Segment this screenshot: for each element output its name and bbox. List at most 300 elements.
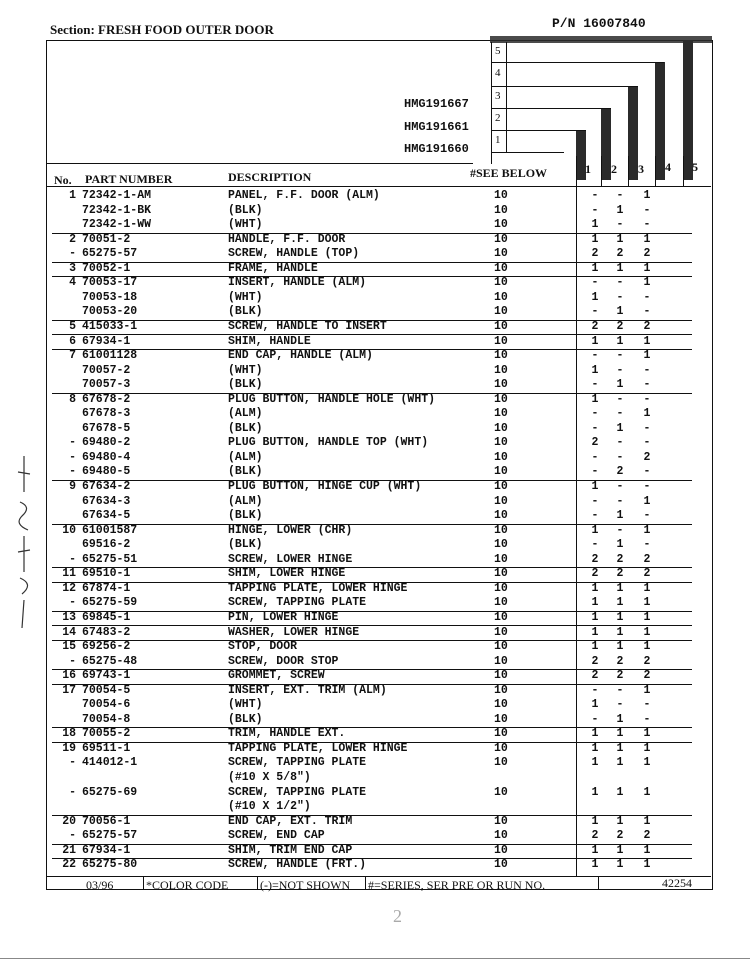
model-1-qty: 1 <box>591 363 599 377</box>
part-number: 67634-5 <box>82 509 131 523</box>
table-row <box>52 276 692 291</box>
part-number: 67678-5 <box>82 421 131 435</box>
item-number: - <box>69 596 76 610</box>
model-3-qty: 1 <box>643 756 651 770</box>
see-below: 10 <box>494 698 508 712</box>
model-2-qty: 1 <box>616 581 624 595</box>
model-2-qty: 1 <box>616 741 624 755</box>
part-number: 67483-2 <box>82 625 131 639</box>
model-2-qty: 2 <box>616 829 624 843</box>
model-2-qty: 2 <box>616 247 624 261</box>
table-row <box>52 844 692 860</box>
part-number: 69480-5 <box>82 465 131 479</box>
part-number: 67634-3 <box>82 494 131 508</box>
model-2-qty: - <box>616 523 624 537</box>
description: PLUG BUTTON, HINGE CUP (WHT) <box>228 480 422 493</box>
see-below: 10 <box>494 421 508 435</box>
table-row <box>52 378 692 394</box>
see-below: 10 <box>494 218 508 232</box>
see-below: 10 <box>494 640 508 654</box>
see-below: 10 <box>494 858 508 872</box>
table-row <box>52 640 692 655</box>
see-below: 10 <box>494 261 508 275</box>
item-number: 18 <box>62 727 76 741</box>
page-bottom-rule <box>0 958 750 959</box>
description: SCREW, TAPPING PLATE <box>228 756 367 770</box>
table-row <box>52 713 692 729</box>
part-number: 67634-2 <box>82 480 131 493</box>
table-row <box>52 495 692 510</box>
see-below: 10 <box>494 712 508 726</box>
part-number: 70057-3 <box>82 378 131 392</box>
description: (BLK) <box>228 203 263 217</box>
description: HANDLE, F.F. DOOR <box>228 232 346 246</box>
item-number: 17 <box>62 683 76 697</box>
table-row <box>52 465 692 481</box>
description: SCREW, HANDLE TO INSERT <box>228 319 387 333</box>
model-1-qty: - <box>591 465 599 479</box>
model-2-qty: - <box>616 494 624 508</box>
model-2-qty: 1 <box>616 538 624 552</box>
model-2-qty: 1 <box>616 596 624 610</box>
model-1-qty: 1 <box>591 727 599 741</box>
box-number-4: 4 <box>495 67 501 79</box>
model-3-qty: 2 <box>643 669 651 683</box>
footer-color-code: *COLOR CODE <box>146 878 229 892</box>
model-3-qty: 1 <box>643 683 651 697</box>
column-header-part-number: PART NUMBER <box>85 172 173 186</box>
part-number: 67934-1 <box>82 334 131 348</box>
model-1-qty: - <box>591 189 599 202</box>
description: (BLK) <box>228 305 263 319</box>
description: (WHT) <box>228 218 263 232</box>
table-row <box>52 451 692 466</box>
column-header-see-below: #SEE BELOW <box>470 166 548 180</box>
table-row <box>52 684 692 699</box>
item-number: - <box>69 756 76 770</box>
see-below: 10 <box>494 189 508 202</box>
model-3-qty: 2 <box>643 450 651 464</box>
item-number: 9 <box>69 480 76 493</box>
table-row <box>52 800 692 816</box>
model-3-qty: 2 <box>643 829 651 843</box>
see-below: 10 <box>494 756 508 770</box>
part-number: 70054-6 <box>82 698 131 712</box>
see-below: 10 <box>494 319 508 333</box>
model-2-qty: 2 <box>616 319 624 333</box>
model-3-qty: 1 <box>643 610 651 624</box>
description: INSERT, EXT. TRIM (ALM) <box>228 683 387 697</box>
table-row <box>52 509 692 525</box>
part-number: 67934-1 <box>82 843 131 857</box>
model-2-qty: 1 <box>616 756 624 770</box>
model-2-qty: 2 <box>616 465 624 479</box>
see-below: 10 <box>494 465 508 479</box>
item-number: 5 <box>69 319 76 333</box>
see-below: 10 <box>494 334 508 348</box>
model-2-qty: 2 <box>616 552 624 566</box>
table-row <box>52 756 692 771</box>
model-1-qty: 1 <box>591 785 599 799</box>
part-number: 70054-5 <box>82 683 131 697</box>
model-3-qty: 1 <box>643 741 651 755</box>
part-number: 414012-1 <box>82 756 138 770</box>
column-header-model-1: 1 <box>585 162 591 176</box>
see-below: 10 <box>494 669 508 683</box>
item-number: 2 <box>69 232 76 246</box>
model-2-qty: 1 <box>616 421 624 435</box>
model-1-qty: 1 <box>591 392 599 406</box>
description: (BLK) <box>228 465 263 479</box>
see-below: 10 <box>494 480 508 493</box>
table-row <box>52 189 692 204</box>
model-3-qty: 1 <box>643 640 651 654</box>
table-row <box>52 204 692 219</box>
model-1-qty: - <box>591 276 599 290</box>
see-below: 10 <box>494 596 508 610</box>
model-1-qty: 1 <box>591 523 599 537</box>
description: GROMMET, SCREW <box>228 669 325 683</box>
model-1-qty: - <box>591 494 599 508</box>
see-below: 10 <box>494 538 508 552</box>
column-header-description: DESCRIPTION <box>228 170 312 184</box>
model-3-qty: 2 <box>643 319 651 333</box>
table-row <box>52 611 692 627</box>
see-below: 10 <box>494 392 508 406</box>
description: FRAME, HANDLE <box>228 261 318 275</box>
part-number: 70053-20 <box>82 305 138 319</box>
model-3-qty: 1 <box>643 785 651 799</box>
model-2-qty: 1 <box>616 640 624 654</box>
model-1-qty: 1 <box>591 596 599 610</box>
item-number: 7 <box>69 349 76 363</box>
table-row <box>52 320 692 336</box>
model-1-qty: 1 <box>591 261 599 275</box>
footer-not-shown: (-)=NOT SHOWN <box>260 878 351 892</box>
see-below: 10 <box>494 378 508 392</box>
model-2-qty: 1 <box>616 509 624 523</box>
model-2-qty: - <box>616 290 624 304</box>
model-3-qty: 1 <box>643 334 651 348</box>
table-row <box>52 538 692 553</box>
table-row <box>52 858 692 873</box>
model-2-qty: 1 <box>616 203 624 217</box>
see-below: 10 <box>494 276 508 290</box>
part-number: 70052-1 <box>82 261 131 275</box>
model-number: HMG191661 <box>404 120 469 134</box>
table-row <box>52 815 692 830</box>
model-2-qty: 1 <box>616 305 624 319</box>
item-number: 11 <box>62 567 76 581</box>
box-number-3: 3 <box>495 90 501 102</box>
item-number: 1 <box>69 189 76 202</box>
model-2-qty: - <box>616 189 624 202</box>
description: (ALM) <box>228 407 263 421</box>
item-number: - <box>69 436 76 450</box>
table-row <box>52 291 692 306</box>
model-1-qty: - <box>591 538 599 552</box>
model-3-qty: 2 <box>643 247 651 261</box>
box-number-1: 1 <box>495 134 501 146</box>
see-below: 10 <box>494 654 508 668</box>
description: (WHT) <box>228 698 263 712</box>
table-row <box>52 786 692 801</box>
see-below: 10 <box>494 581 508 595</box>
part-number: 70057-2 <box>82 363 131 377</box>
model-1-qty: - <box>591 421 599 435</box>
model-2-qty: - <box>616 349 624 363</box>
description: INSERT, HANDLE (ALM) <box>228 276 367 290</box>
model-1-qty: 1 <box>591 610 599 624</box>
box-number-5: 5 <box>495 45 501 57</box>
model-3-qty: - <box>643 203 651 217</box>
model-3-qty: - <box>643 698 651 712</box>
model-1-qty: 2 <box>591 829 599 843</box>
footer-document-number: 42254 <box>662 876 692 890</box>
item-number: - <box>69 829 76 843</box>
model-1-qty: 1 <box>591 814 599 828</box>
description: END CAP, EXT. TRIM <box>228 814 353 828</box>
item-number: 13 <box>62 610 76 624</box>
item-number: 4 <box>69 276 76 290</box>
column-header-model-5: 5 <box>692 160 698 174</box>
item-number: 8 <box>69 392 76 406</box>
model-1-qty: 1 <box>591 640 599 654</box>
table-row <box>52 742 692 757</box>
part-number: 69480-2 <box>82 436 131 450</box>
model-2-qty: - <box>616 436 624 450</box>
see-below: 10 <box>494 741 508 755</box>
model-1-qty: 1 <box>591 858 599 872</box>
see-below: 10 <box>494 523 508 537</box>
model-3-qty: 1 <box>643 727 651 741</box>
table-row <box>52 262 692 278</box>
model-1-qty: 1 <box>591 290 599 304</box>
description: (WHT) <box>228 290 263 304</box>
model-3-qty: - <box>643 538 651 552</box>
part-number: 72342-1-WW <box>82 218 152 232</box>
model-number: HMG191660 <box>404 142 469 156</box>
item-number: - <box>69 785 76 799</box>
item-number: 6 <box>69 334 76 348</box>
description: PLUG BUTTON, HANDLE TOP (WHT) <box>228 436 429 450</box>
see-below: 10 <box>494 814 508 828</box>
part-number: 69511-1 <box>82 741 131 755</box>
table-row <box>52 669 692 685</box>
see-below: 10 <box>494 305 508 319</box>
model-1-qty: 1 <box>591 843 599 857</box>
description: SHIM, LOWER HINGE <box>228 567 346 581</box>
model-number: HMG191667 <box>404 97 469 111</box>
model-2-qty: 1 <box>616 334 624 348</box>
column-header-model-4: 4 <box>665 160 671 174</box>
table-row <box>52 422 692 437</box>
part-number: 69510-1 <box>82 567 131 581</box>
model-3-qty: - <box>643 290 651 304</box>
model-1-qty: - <box>591 509 599 523</box>
see-below: 10 <box>494 247 508 261</box>
part-number: 61001587 <box>82 523 138 537</box>
model-1-qty: 2 <box>591 552 599 566</box>
model-1-qty: 1 <box>591 741 599 755</box>
part-number: 70053-17 <box>82 276 138 290</box>
model-1-qty: 1 <box>591 625 599 639</box>
model-3-qty: - <box>643 509 651 523</box>
table-row <box>52 596 692 612</box>
item-number: 21 <box>62 843 76 857</box>
model-1-qty: - <box>591 712 599 726</box>
part-number: 72342-1-BK <box>82 203 152 217</box>
item-number: - <box>69 654 76 668</box>
model-1-qty: 1 <box>591 698 599 712</box>
model-1-qty: 2 <box>591 669 599 683</box>
model-1-qty: 1 <box>591 480 599 493</box>
part-number: 65275-59 <box>82 596 138 610</box>
see-below: 10 <box>494 552 508 566</box>
table-row <box>52 727 692 743</box>
model-3-qty: 1 <box>643 625 651 639</box>
model-3-qty: - <box>643 378 651 392</box>
part-number: 65275-57 <box>82 247 138 261</box>
model-2-qty: 1 <box>616 378 624 392</box>
table-row <box>52 393 692 408</box>
table-row <box>52 480 692 495</box>
model-2-qty: 1 <box>616 858 624 872</box>
part-number: 65275-80 <box>82 858 138 872</box>
model-1-qty: 2 <box>591 247 599 261</box>
model-3-qty: - <box>643 480 651 493</box>
model-3-qty: 1 <box>643 814 651 828</box>
table-row <box>52 305 692 321</box>
model-1-qty: 1 <box>591 232 599 246</box>
table-row <box>52 436 692 451</box>
table-row <box>52 247 692 263</box>
table-row <box>52 626 692 642</box>
description: PANEL, F.F. DOOR (ALM) <box>228 189 380 202</box>
see-below: 10 <box>494 407 508 421</box>
see-below: 10 <box>494 494 508 508</box>
description: SCREW, LOWER HINGE <box>228 552 353 566</box>
part-number: 67678-2 <box>82 392 131 406</box>
see-below: 10 <box>494 610 508 624</box>
description: (#10 X 1/2") <box>228 800 311 814</box>
model-1-qty: 2 <box>591 654 599 668</box>
model-1-qty: - <box>591 349 599 363</box>
model-2-qty: - <box>616 450 624 464</box>
table-row <box>52 655 692 671</box>
model-2-qty: - <box>616 276 624 290</box>
item-number: 12 <box>62 581 76 595</box>
footer-series-legend: #=SERIES, SER PRE OR RUN NO. <box>368 878 546 892</box>
item-number: - <box>69 247 76 261</box>
model-3-qty: 2 <box>643 567 651 581</box>
see-below: 10 <box>494 785 508 799</box>
table-row <box>52 582 692 597</box>
see-below: 10 <box>494 567 508 581</box>
see-below: 10 <box>494 363 508 377</box>
description: (BLK) <box>228 421 263 435</box>
item-number: 10 <box>62 523 76 537</box>
model-1-qty: 1 <box>591 218 599 232</box>
model-2-qty: 1 <box>616 712 624 726</box>
part-number: 70056-1 <box>82 814 131 828</box>
description: SCREW, HANDLE (TOP) <box>228 247 360 261</box>
model-1-qty: 1 <box>591 756 599 770</box>
see-below: 10 <box>494 727 508 741</box>
see-below: 10 <box>494 509 508 523</box>
model-3-qty: 1 <box>643 407 651 421</box>
description: STOP, DOOR <box>228 640 298 654</box>
see-below: 10 <box>494 203 508 217</box>
description: SCREW, DOOR STOP <box>228 654 339 668</box>
section-title: Section: FRESH FOOD OUTER DOOR <box>50 22 274 37</box>
description: PIN, LOWER HINGE <box>228 610 339 624</box>
model-2-qty: 1 <box>616 625 624 639</box>
model-1-qty: 2 <box>591 436 599 450</box>
description: (BLK) <box>228 712 263 726</box>
description: PLUG BUTTON, HANDLE HOLE (WHT) <box>228 392 436 406</box>
description: TAPPING PLATE, LOWER HINGE <box>228 741 408 755</box>
part-number: 72342-1-AM <box>82 189 152 202</box>
model-1-qty: - <box>591 378 599 392</box>
table-row <box>52 349 692 364</box>
see-below: 10 <box>494 232 508 246</box>
part-number: 65275-69 <box>82 785 138 799</box>
part-number: 70053-18 <box>82 290 138 304</box>
model-3-qty: - <box>643 436 651 450</box>
table-row <box>52 524 692 539</box>
table-row <box>52 553 692 569</box>
model-3-qty: 1 <box>643 596 651 610</box>
model-3-qty: - <box>643 421 651 435</box>
part-number: 67874-1 <box>82 581 131 595</box>
model-2-qty: 1 <box>616 814 624 828</box>
part-number: 69845-1 <box>82 610 131 624</box>
description: (ALM) <box>228 494 263 508</box>
description: (BLK) <box>228 509 263 523</box>
model-3-qty: 1 <box>643 843 651 857</box>
see-below: 10 <box>494 683 508 697</box>
part-number: 69516-2 <box>82 538 131 552</box>
part-number-label: P/N 16007840 <box>552 16 646 31</box>
model-1-qty: - <box>591 203 599 217</box>
part-number: 65275-57 <box>82 829 138 843</box>
part-number: 70054-8 <box>82 712 131 726</box>
model-2-qty: 1 <box>616 261 624 275</box>
description: TRIM, HANDLE EXT. <box>228 727 346 741</box>
model-2-qty: 1 <box>616 232 624 246</box>
description: SCREW, END CAP <box>228 829 325 843</box>
model-3-qty: 1 <box>643 581 651 595</box>
model-2-qty: 1 <box>616 843 624 857</box>
description: (BLK) <box>228 538 263 552</box>
part-number: 65275-51 <box>82 552 138 566</box>
model-3-qty: - <box>643 305 651 319</box>
column-header-model-2: 2 <box>611 162 617 176</box>
table-row <box>52 407 692 422</box>
see-below: 10 <box>494 450 508 464</box>
description: SHIM, TRIM END CAP <box>228 843 353 857</box>
model-2-qty: - <box>616 683 624 697</box>
model-2-qty: - <box>616 698 624 712</box>
model-3-qty: 1 <box>643 349 651 363</box>
item-number: 20 <box>62 814 76 828</box>
description: END CAP, HANDLE (ALM) <box>228 349 373 363</box>
model-3-qty: - <box>643 363 651 377</box>
model-3-qty: - <box>643 465 651 479</box>
model-1-qty: 2 <box>591 567 599 581</box>
description: (BLK) <box>228 378 263 392</box>
